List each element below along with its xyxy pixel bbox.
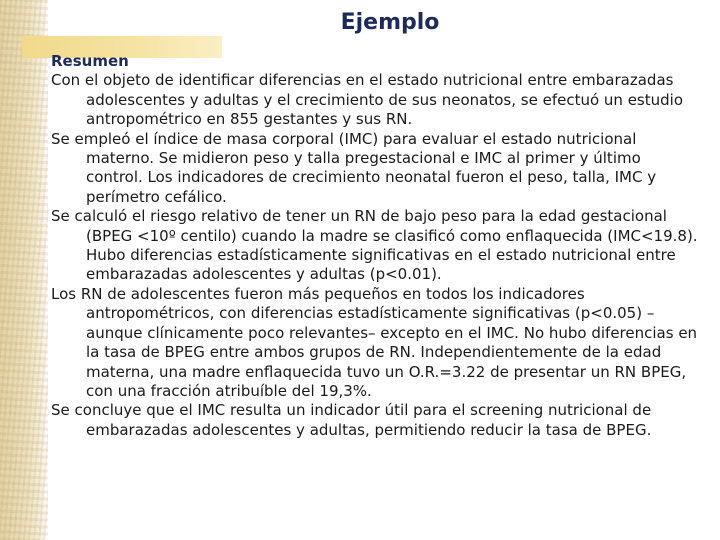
abstract-paragraph: Se calculó el riesgo relativo de tener un RN de bajo peso para la edad gestacional (BPEG <10º centilo) cuando la madre se clasificó como enflaquecida (IMC<19.8). Hubo diferencias estadísticamente significativas en el estado nutricional entre embarazadas adolescentes y adultas (p<0.01). <box>51 207 698 284</box>
slide-title: Ejemplo <box>340 10 440 35</box>
abstract-body <box>51 52 699 440</box>
abstract-paragraph: Se concluye que el IMC resulta un indicador útil para el screening nutricional de embarazadas adolescentes y adultas, permitiendo reducir la tasa de BPEG. <box>51 401 652 439</box>
abstract-paragraph: Con el objeto de identificar diferencias en el estado nutricional entre embarazadas adolescentes y adultas y el crecimiento de sus neonatos, se efectuó un estudio antropométrico en 855 gestantes y sus RN. <box>51 71 683 129</box>
abstract-paragraph: Se empleó el índice de masa corporal (IMC) para evaluar el estado nutricional materno. Se midieron peso y talla pregestacional e IMC al primer y último control. Los indicadores de crecimiento neonatal fueron el peso, talla, IMC y perímetro cefálico. <box>51 129 657 206</box>
paper-texture-strip <box>0 0 48 540</box>
abstract-paragraph: Los RN de adolescentes fueron más pequeños en todos los indicadores antropométricos, con diferencias estadísticamente significativas (p<0.05) – aunque clínicamente poco relevantes– excepto en el IMC. No hubo diferencias en la tasa de BPEG entre ambos grupos de RN. Independientemente de la edad materna, una madre enflaquecida tuvo un O.R.=3.22 de presentar un RN BPEG, con una fracción atribuíble del 19,3%. <box>51 284 698 400</box>
section-heading: Resumen <box>51 52 129 70</box>
